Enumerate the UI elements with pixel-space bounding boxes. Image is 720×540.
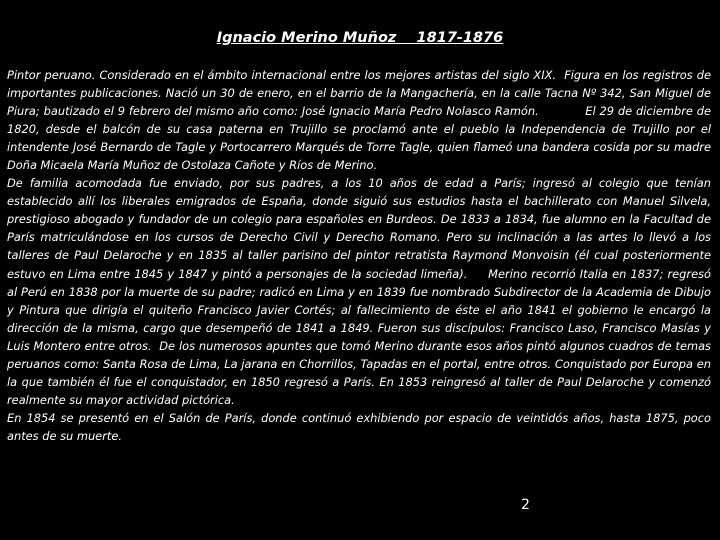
page-number: 2 [521,497,530,513]
biography-paragraph-2: De familia acomodada fue enviado, por sus padres, a los 10 años de edad a París; ingresó al colegio que tenían establecido allí los liberales emigrados de España, donde siguió sus estudios hasta el bachillerato con Manuel Silvela, prestigioso abogado y fundador de un colegio para españoles en Burdeos. De 1833 a 1834, fue alumno en la Facultad de París matriculándose en los cursos de Derecho Civil y Derecho Romano. Pero su inclinación a las artes lo llevó a los talleres de Paul Delaroche y en 1835 al taller parisino del pintor retratista Raymond Monvoisin (él cual posteriormente estuvo en Lima entre 1845 y 1847 y pintó a personajes de la sociedad limeña). Merino recorrió Italia en 1837; regresó al Perú en 1838 por la muerte de su padre; radicó en Lima y en 1839 fue nombrado Subdirector de la Academia de Dibujo y Pintura que dirigía el quiteño Francisco Javier Cortés; al fallecimiento de éste el año 1841 el gobierno le encargó la dirección de la misma, cargo que desempeñó de 1841 a 1849. Fueron sus discípulos: Francisco Laso, Francisco Masías y Luis Montero entre otros. De los numerosos apuntes que tomó Merino durante esos años pintó algunos cuadros de temas peruanos como: Santa Rosa de Lima, La jarana en Chorrillos, Tapadas en el portal, entre otros. Conquistado por Europa en la que también él fue el conquistador, en 1850 regresó a París. En 1853 reingresó al taller de Paul Delaroche y comenzó realmente su mayor actividad pictórica. [7,176,715,407]
slide-title: Ignacio Merino Muñoz 1817-1876 [216,30,504,46]
biography-text [7,66,715,445]
biography-paragraph-3: En 1854 se presentó en el Salón de París, donde continuó exhibiendo por espacio de veintidós años, hasta 1875, poco antes de su muerte. [7,410,715,443]
biography-paragraph-1: Pintor peruano. Considerado en el ámbito internacional entre los mejores artistas del siglo XIX. Figura en los registros de importantes publicaciones. Nació un 30 de enero, en el barrio de la Mangachería, en la calle Tacna Nº 342, San Miguel de Piura; bautizado el 9 febrero del mismo año como: José Ignacio María Pedro Nolasco Ramón. El 29 de diciembre de 1820, desde el balcón de su casa paterna en Trujillo se proclamó ante el pueblo la Independencia de Trujillo por el intendente José Bernardo de Tagle y Portocarrero Marqués de Torre Tagle, quien flameó una bandera cosida por su madre Doña Micaela María Muñoz de Ostolaza Cañote y Ríos de Merino. [7,68,715,173]
